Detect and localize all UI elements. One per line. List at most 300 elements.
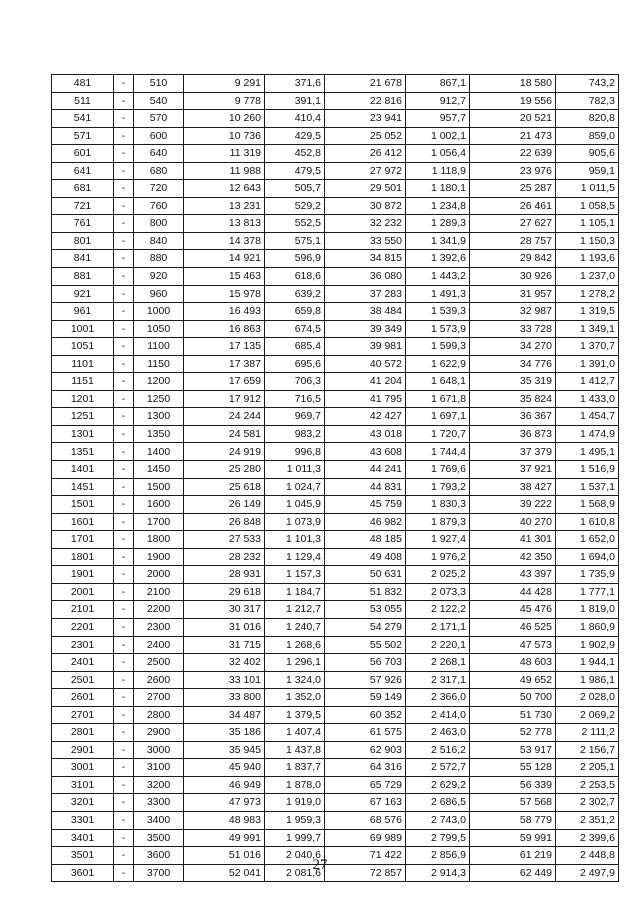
value-cell: 1 391,0 (556, 355, 619, 373)
range-to-cell: 2100 (134, 583, 184, 601)
value-cell: 2 156,7 (556, 741, 619, 759)
value-cell: 44 241 (325, 461, 406, 479)
value-cell: 17 387 (184, 355, 265, 373)
value-cell: 37 283 (325, 285, 406, 303)
value-cell: 1 919,0 (265, 794, 325, 812)
value-cell: 1 234,8 (406, 197, 470, 215)
value-cell: 2 856,9 (406, 847, 470, 865)
table-row (52, 197, 619, 215)
value-cell: 62 903 (325, 741, 406, 759)
value-cell: 35 319 (470, 373, 556, 391)
table-row (52, 373, 619, 391)
table-row (52, 390, 619, 408)
range-to-cell: 760 (134, 197, 184, 215)
value-cell: 1 986,1 (556, 671, 619, 689)
value-cell: 23 976 (470, 162, 556, 180)
range-dash-cell: - (114, 566, 134, 584)
value-cell: 695,6 (265, 355, 325, 373)
value-cell: 1 454,7 (556, 408, 619, 426)
table-row (52, 250, 619, 268)
value-cell: 32 232 (325, 215, 406, 233)
value-cell: 1 443,2 (406, 268, 470, 286)
value-cell: 2 629,2 (406, 776, 470, 794)
value-cell: 17 912 (184, 390, 265, 408)
value-cell: 67 163 (325, 794, 406, 812)
value-cell: 31 016 (184, 618, 265, 636)
range-dash-cell: - (114, 390, 134, 408)
range-from-cell: 2201 (52, 618, 114, 636)
value-cell: 1 516,9 (556, 461, 619, 479)
range-from-cell: 3101 (52, 776, 114, 794)
value-cell: 52 778 (470, 724, 556, 742)
value-cell: 1 240,7 (265, 618, 325, 636)
value-cell: 782,3 (556, 92, 619, 110)
value-cell: 867,1 (406, 75, 470, 93)
table-row (52, 513, 619, 531)
value-cell: 969,7 (265, 408, 325, 426)
range-from-cell: 2501 (52, 671, 114, 689)
value-cell: 61 575 (325, 724, 406, 742)
value-cell: 19 556 (470, 92, 556, 110)
range-from-cell: 1601 (52, 513, 114, 531)
value-cell: 41 204 (325, 373, 406, 391)
value-cell: 56 703 (325, 654, 406, 672)
value-cell: 40 270 (470, 513, 556, 531)
value-cell: 905,6 (556, 145, 619, 163)
value-cell: 36 367 (470, 408, 556, 426)
value-cell: 575,1 (265, 232, 325, 250)
value-cell: 1 002,1 (406, 127, 470, 145)
range-to-cell: 2600 (134, 671, 184, 689)
value-cell: 51 016 (184, 847, 265, 865)
range-to-cell: 3100 (134, 759, 184, 777)
range-dash-cell: - (114, 478, 134, 496)
value-cell: 24 919 (184, 443, 265, 461)
value-cell: 1 652,0 (556, 531, 619, 549)
range-dash-cell: - (114, 601, 134, 619)
value-cell: 452,8 (265, 145, 325, 163)
range-dash-cell: - (114, 583, 134, 601)
value-cell: 28 757 (470, 232, 556, 250)
value-cell: 2 414,0 (406, 706, 470, 724)
range-to-cell: 2400 (134, 636, 184, 654)
value-cell: 14 378 (184, 232, 265, 250)
value-cell: 9 778 (184, 92, 265, 110)
range-to-cell: 3500 (134, 829, 184, 847)
value-cell: 1 193,6 (556, 250, 619, 268)
range-to-cell: 1450 (134, 461, 184, 479)
value-cell: 29 618 (184, 583, 265, 601)
value-cell: 2 914,3 (406, 864, 470, 882)
range-from-cell: 1801 (52, 548, 114, 566)
value-cell: 1 878,0 (265, 776, 325, 794)
range-to-cell: 1150 (134, 355, 184, 373)
value-cell: 1 184,7 (265, 583, 325, 601)
value-cell: 2 081,6 (265, 864, 325, 882)
value-cell: 1 437,8 (265, 741, 325, 759)
table-row (52, 127, 619, 145)
value-cell: 1 720,7 (406, 425, 470, 443)
range-dash-cell: - (114, 654, 134, 672)
range-from-cell: 3501 (52, 847, 114, 865)
range-dash-cell: - (114, 145, 134, 163)
value-cell: 25 618 (184, 478, 265, 496)
range-to-cell: 2700 (134, 689, 184, 707)
value-cell: 1 837,7 (265, 759, 325, 777)
range-from-cell: 2301 (52, 636, 114, 654)
range-from-cell: 3401 (52, 829, 114, 847)
range-to-cell: 3300 (134, 794, 184, 812)
table-row (52, 285, 619, 303)
value-cell: 1 011,3 (265, 461, 325, 479)
table-row (52, 724, 619, 742)
range-to-cell: 540 (134, 92, 184, 110)
value-cell: 46 525 (470, 618, 556, 636)
value-cell: 64 316 (325, 759, 406, 777)
value-cell: 1 150,3 (556, 232, 619, 250)
value-cell: 16 863 (184, 320, 265, 338)
value-cell: 1 180,1 (406, 180, 470, 198)
value-cell: 1 944,1 (556, 654, 619, 672)
value-cell: 13 231 (184, 197, 265, 215)
value-cell: 34 270 (470, 338, 556, 356)
value-cell: 659,8 (265, 303, 325, 321)
value-cell: 2 317,1 (406, 671, 470, 689)
value-cell: 36 873 (470, 425, 556, 443)
value-cell: 1 495,1 (556, 443, 619, 461)
value-cell: 35 186 (184, 724, 265, 742)
value-cell: 596,9 (265, 250, 325, 268)
value-cell: 41 301 (470, 531, 556, 549)
value-cell: 25 280 (184, 461, 265, 479)
range-from-cell: 571 (52, 127, 114, 145)
value-cell: 34 776 (470, 355, 556, 373)
value-cell: 43 397 (470, 566, 556, 584)
value-cell: 1 694,0 (556, 548, 619, 566)
range-dash-cell: - (114, 232, 134, 250)
value-cell: 30 317 (184, 601, 265, 619)
range-dash-cell: - (114, 197, 134, 215)
value-cell: 52 041 (184, 864, 265, 882)
range-dash-cell: - (114, 741, 134, 759)
value-cell: 1 407,4 (265, 724, 325, 742)
range-from-cell: 2101 (52, 601, 114, 619)
value-cell: 11 319 (184, 145, 265, 163)
range-dash-cell: - (114, 724, 134, 742)
value-cell: 859,0 (556, 127, 619, 145)
value-cell: 1 599,3 (406, 338, 470, 356)
value-cell: 37 921 (470, 461, 556, 479)
range-to-cell: 1400 (134, 443, 184, 461)
table-row (52, 180, 619, 198)
value-cell: 46 949 (184, 776, 265, 794)
value-cell: 71 422 (325, 847, 406, 865)
value-cell: 1 024,7 (265, 478, 325, 496)
value-cell: 20 521 (470, 110, 556, 128)
value-cell: 22 639 (470, 145, 556, 163)
value-cell: 47 573 (470, 636, 556, 654)
value-cell: 429,5 (265, 127, 325, 145)
range-to-cell: 2900 (134, 724, 184, 742)
value-cell: 1 474,9 (556, 425, 619, 443)
value-cell: 1 056,4 (406, 145, 470, 163)
table-row (52, 829, 619, 847)
value-cell: 1 433,0 (556, 390, 619, 408)
table-row (52, 110, 619, 128)
value-cell: 1 101,3 (265, 531, 325, 549)
range-to-cell: 960 (134, 285, 184, 303)
range-from-cell: 541 (52, 110, 114, 128)
value-cell: 2 253,5 (556, 776, 619, 794)
value-cell: 31 715 (184, 636, 265, 654)
value-cell: 48 603 (470, 654, 556, 672)
value-cell: 44 428 (470, 583, 556, 601)
value-cell: 42 427 (325, 408, 406, 426)
value-cell: 26 412 (325, 145, 406, 163)
value-cell: 391,1 (265, 92, 325, 110)
value-cell: 68 576 (325, 811, 406, 829)
range-dash-cell: - (114, 829, 134, 847)
range-dash-cell: - (114, 776, 134, 794)
value-cell: 49 408 (325, 548, 406, 566)
range-to-cell: 2200 (134, 601, 184, 619)
range-from-cell: 2901 (52, 741, 114, 759)
value-cell: 1 976,2 (406, 548, 470, 566)
value-cell: 1 860,9 (556, 618, 619, 636)
value-cell: 957,7 (406, 110, 470, 128)
value-cell: 32 987 (470, 303, 556, 321)
value-cell: 1 349,1 (556, 320, 619, 338)
table-row (52, 443, 619, 461)
value-cell: 44 831 (325, 478, 406, 496)
value-cell: 35 945 (184, 741, 265, 759)
value-cell: 685,4 (265, 338, 325, 356)
table-row (52, 601, 619, 619)
range-dash-cell: - (114, 92, 134, 110)
range-dash-cell: - (114, 110, 134, 128)
value-cell: 2 111,2 (556, 724, 619, 742)
range-to-cell: 800 (134, 215, 184, 233)
value-cell: 18 580 (470, 75, 556, 93)
value-cell: 1 697,1 (406, 408, 470, 426)
value-cell: 1 830,3 (406, 496, 470, 514)
range-dash-cell: - (114, 215, 134, 233)
value-cell: 36 080 (325, 268, 406, 286)
range-from-cell: 1201 (52, 390, 114, 408)
range-from-cell: 1501 (52, 496, 114, 514)
range-from-cell: 481 (52, 75, 114, 93)
value-cell: 10 736 (184, 127, 265, 145)
value-cell: 22 816 (325, 92, 406, 110)
table-row (52, 303, 619, 321)
range-from-cell: 3301 (52, 811, 114, 829)
value-cell: 1 392,6 (406, 250, 470, 268)
table-row (52, 338, 619, 356)
range-to-cell: 2000 (134, 566, 184, 584)
range-to-cell: 3600 (134, 847, 184, 865)
value-cell: 2 516,2 (406, 741, 470, 759)
table-row (52, 548, 619, 566)
value-cell: 50 700 (470, 689, 556, 707)
value-cell: 1 341,9 (406, 232, 470, 250)
value-cell: 1 289,3 (406, 215, 470, 233)
value-cell: 43 018 (325, 425, 406, 443)
range-dash-cell: - (114, 706, 134, 724)
value-cell: 1 491,3 (406, 285, 470, 303)
range-from-cell: 881 (52, 268, 114, 286)
value-cell: 996,8 (265, 443, 325, 461)
value-cell: 1 296,1 (265, 654, 325, 672)
value-cell: 59 149 (325, 689, 406, 707)
range-dash-cell: - (114, 162, 134, 180)
value-cell: 1 237,0 (556, 268, 619, 286)
value-cell: 1 819,0 (556, 601, 619, 619)
value-cell: 29 842 (470, 250, 556, 268)
range-dash-cell: - (114, 531, 134, 549)
range-from-cell: 2801 (52, 724, 114, 742)
range-to-cell: 880 (134, 250, 184, 268)
value-cell: 2 572,7 (406, 759, 470, 777)
value-cell: 639,2 (265, 285, 325, 303)
value-cell: 26 461 (470, 197, 556, 215)
range-to-cell: 510 (134, 75, 184, 93)
value-cell: 1 777,1 (556, 583, 619, 601)
range-to-cell: 3000 (134, 741, 184, 759)
range-to-cell: 1600 (134, 496, 184, 514)
value-cell: 529,2 (265, 197, 325, 215)
table-row (52, 671, 619, 689)
range-from-cell: 1901 (52, 566, 114, 584)
value-cell: 38 484 (325, 303, 406, 321)
value-cell: 57 568 (470, 794, 556, 812)
range-dash-cell: - (114, 759, 134, 777)
table-row (52, 408, 619, 426)
range-from-cell: 1101 (52, 355, 114, 373)
value-cell: 54 279 (325, 618, 406, 636)
table-row (52, 268, 619, 286)
value-cell: 32 402 (184, 654, 265, 672)
range-to-cell: 1800 (134, 531, 184, 549)
value-cell: 1 268,6 (265, 636, 325, 654)
range-dash-cell: - (114, 794, 134, 812)
value-cell: 12 643 (184, 180, 265, 198)
value-cell: 40 572 (325, 355, 406, 373)
value-cell: 17 135 (184, 338, 265, 356)
table-row (52, 654, 619, 672)
value-cell: 33 800 (184, 689, 265, 707)
range-to-cell: 2500 (134, 654, 184, 672)
value-cell: 2 268,1 (406, 654, 470, 672)
value-cell: 1 573,9 (406, 320, 470, 338)
range-from-cell: 841 (52, 250, 114, 268)
value-cell: 27 533 (184, 531, 265, 549)
range-from-cell: 1701 (52, 531, 114, 549)
range-dash-cell: - (114, 671, 134, 689)
table-row (52, 145, 619, 163)
range-from-cell: 681 (52, 180, 114, 198)
value-cell: 2 122,2 (406, 601, 470, 619)
value-cell: 21 678 (325, 75, 406, 93)
value-cell: 552,5 (265, 215, 325, 233)
value-cell: 33 550 (325, 232, 406, 250)
value-cell: 716,5 (265, 390, 325, 408)
value-cell: 2 073,3 (406, 583, 470, 601)
range-to-cell: 1050 (134, 320, 184, 338)
value-cell: 505,7 (265, 180, 325, 198)
value-cell: 43 608 (325, 443, 406, 461)
value-cell: 1 011,5 (556, 180, 619, 198)
range-from-cell: 721 (52, 197, 114, 215)
range-to-cell: 3700 (134, 864, 184, 882)
range-from-cell: 1051 (52, 338, 114, 356)
range-to-cell: 1900 (134, 548, 184, 566)
value-cell: 37 379 (470, 443, 556, 461)
value-cell: 42 350 (470, 548, 556, 566)
value-cell: 2 040,6 (265, 847, 325, 865)
value-cell: 2 205,1 (556, 759, 619, 777)
value-cell: 45 940 (184, 759, 265, 777)
value-cell: 50 631 (325, 566, 406, 584)
value-cell: 1 744,4 (406, 443, 470, 461)
value-cell: 53 917 (470, 741, 556, 759)
value-cell: 65 729 (325, 776, 406, 794)
range-dash-cell: - (114, 320, 134, 338)
value-cell: 46 982 (325, 513, 406, 531)
table-row (52, 232, 619, 250)
range-to-cell: 840 (134, 232, 184, 250)
value-cell: 1 879,3 (406, 513, 470, 531)
value-cell: 1 539,3 (406, 303, 470, 321)
table-row (52, 355, 619, 373)
value-cell: 15 463 (184, 268, 265, 286)
range-to-cell: 1700 (134, 513, 184, 531)
range-to-cell: 720 (134, 180, 184, 198)
range-from-cell: 3201 (52, 794, 114, 812)
value-cell: 2 069,2 (556, 706, 619, 724)
range-from-cell: 1401 (52, 461, 114, 479)
value-cell: 959,1 (556, 162, 619, 180)
value-cell: 1 129,4 (265, 548, 325, 566)
table-row (52, 759, 619, 777)
value-cell: 1 622,9 (406, 355, 470, 373)
range-dash-cell: - (114, 355, 134, 373)
range-from-cell: 1351 (52, 443, 114, 461)
range-from-cell: 2601 (52, 689, 114, 707)
value-cell: 25 287 (470, 180, 556, 198)
value-cell: 24 581 (184, 425, 265, 443)
value-cell: 69 989 (325, 829, 406, 847)
value-cell: 26 848 (184, 513, 265, 531)
table-row (52, 706, 619, 724)
value-cell: 1 058,5 (556, 197, 619, 215)
range-from-cell: 601 (52, 145, 114, 163)
value-cell: 33 728 (470, 320, 556, 338)
range-to-cell: 570 (134, 110, 184, 128)
value-cell: 743,2 (556, 75, 619, 93)
range-dash-cell: - (114, 373, 134, 391)
value-cell: 59 991 (470, 829, 556, 847)
value-cell: 1 105,1 (556, 215, 619, 233)
range-from-cell: 961 (52, 303, 114, 321)
value-cell: 2 686,5 (406, 794, 470, 812)
range-from-cell: 1301 (52, 425, 114, 443)
table-row (52, 741, 619, 759)
value-cell: 48 185 (325, 531, 406, 549)
value-cell: 1 959,3 (265, 811, 325, 829)
page-number: 27 (312, 857, 328, 873)
table-row (52, 811, 619, 829)
range-dash-cell: - (114, 689, 134, 707)
